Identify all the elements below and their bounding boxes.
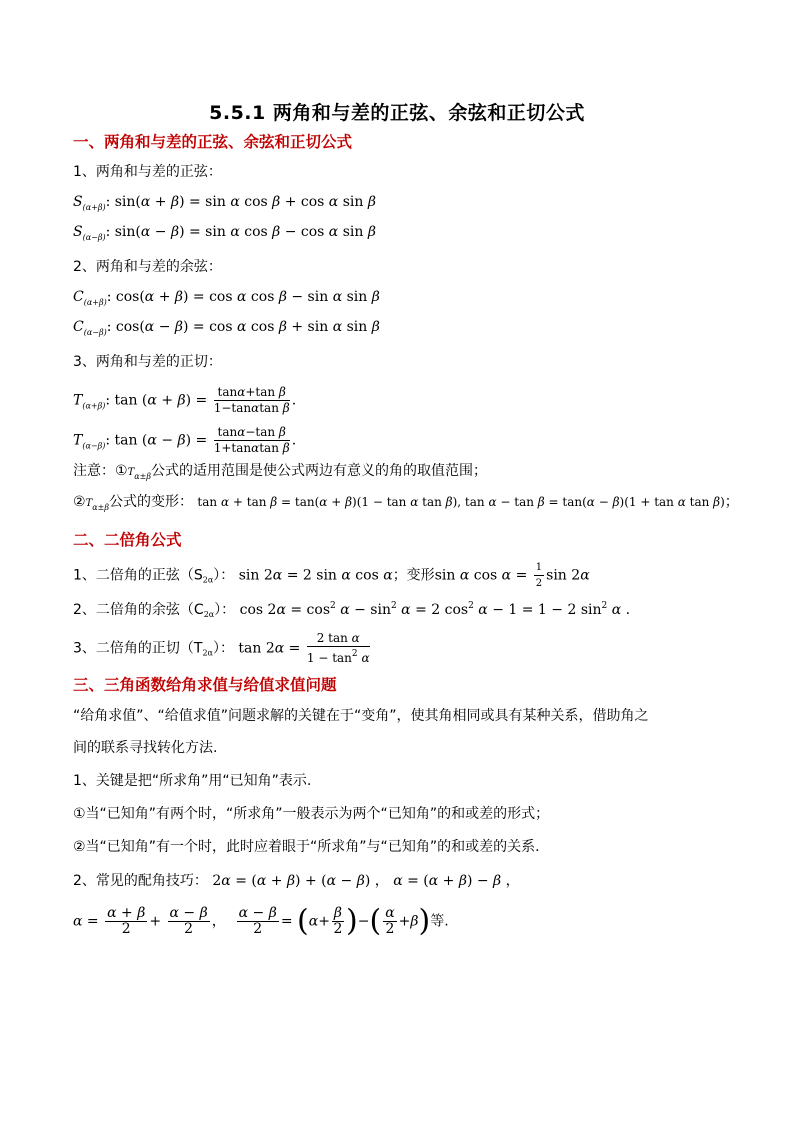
tan-heading: 3、两角和与差的正切： bbox=[73, 354, 222, 370]
case-1: ①当“已知角”有两个时，“所求角”一般表示为两个“已知角”的和或差的形式； bbox=[73, 806, 550, 822]
technique-formula: α = $\frac{\alpha + \beta}{2}$ + $\frac{\alpha - \beta}{2}$ ， $\frac{\alpha - \beta}{2}$ = (α+ $\frac{\beta}{2}$ )−( $\frac{\alpha}{2}$ +β)等. bbox=[73, 903, 449, 939]
page-title: 5.5.1 两角和与差的正弦、余弦和正切公式 bbox=[209, 102, 585, 124]
section-heading-2: 二、二倍角公式 bbox=[73, 531, 182, 549]
case-2: ②当“已知角”有一个时，此时应着眼于“所求角”与“已知角”的和或差的关系. bbox=[73, 839, 540, 855]
formula-sin2: 1、二倍角的正弦$(S_{2\alpha})$： sin 2α = 2 sin α cos α；变形sin α cos α = $\frac{1}{2}$ sin 2α bbox=[73, 562, 590, 589]
section-heading-1: 一、两角和与差的正弦、余弦和正切公式 bbox=[73, 133, 353, 151]
formula-tan-sum: $T_{(\alpha+\beta)}$: tan (α + β) = $\frac{\text{tanα+tan β}}{\text{1−tanαtan β}}$ . bbox=[73, 385, 297, 415]
paragraph-line-1: “给角求值”、“给值求值”问题求解的关键在于“变角”，使其角相同或具有某种关系，借助角之 bbox=[73, 708, 649, 724]
formula-cos-sum: $C_{(\alpha+\beta)}$: cos(α + β) = cos α cos β − sin α sin β bbox=[73, 289, 380, 307]
paragraph-line-2: 间的联系寻找转化方法. bbox=[73, 740, 218, 756]
formula-sin-diff: $S_{(\alpha-\beta)}$: sin(α − β) = sin α cos β − cos α sin β bbox=[73, 224, 376, 242]
formula-cos-diff: $C_{(\alpha-\beta)}$: cos(α − β) = cos α cos β + sin α sin β bbox=[73, 319, 380, 337]
formula-sin-sum: $S_{(\alpha+\beta)}$: sin(α + β) = sin α cos β + cos α sin β bbox=[73, 194, 376, 212]
sin-heading: 1、两角和与差的正弦： bbox=[73, 164, 222, 180]
formula-tan2: 3、二倍角的正切$(T_{2\alpha})$： tan 2α = $\frac{\text{2 tan α}}{1 - \tan^2 \alpha}$ bbox=[73, 631, 370, 665]
key-line: 1、关键是把“所求角”用“已知角”表示. bbox=[73, 773, 312, 789]
technique-line: 2、常见的配角技巧： 2α = (α + β) + (α − β) ， α = (α + β) − β ， bbox=[73, 873, 520, 889]
note-1: 注意：$①T_{\alpha\pm\beta}$公式的适用范围是使公式两边有意义的角的取值范围； bbox=[73, 463, 487, 481]
formula-cos2: 2、二倍角的余弦$(C_{2\alpha})$： $\cos 2\alpha = \cos^2 \alpha - \sin^2 \alpha = 2$ $\cos^2 \alpha - 1 = 1 - 2$ $\sin^2 \alpha$ . bbox=[73, 601, 631, 619]
formula-tan-diff: $T_{(\alpha-\beta)}$: tan (α − β) = $\frac{\text{tanα−tan β}}{\text{1+tanαtan β}}$ . bbox=[73, 425, 297, 455]
note-2: $②T_{\alpha\pm\beta}$公式的变形： tan α + tan β = tan(α + β)(1 − tan α tan β), tan α − tan β = tan(α − β)(1 + tan α tan β)； bbox=[73, 494, 739, 512]
cos-heading: 2、两角和与差的余弦： bbox=[73, 259, 222, 275]
section-heading-3: 三、三角函数给角求值与给值求值问题 bbox=[73, 676, 337, 694]
